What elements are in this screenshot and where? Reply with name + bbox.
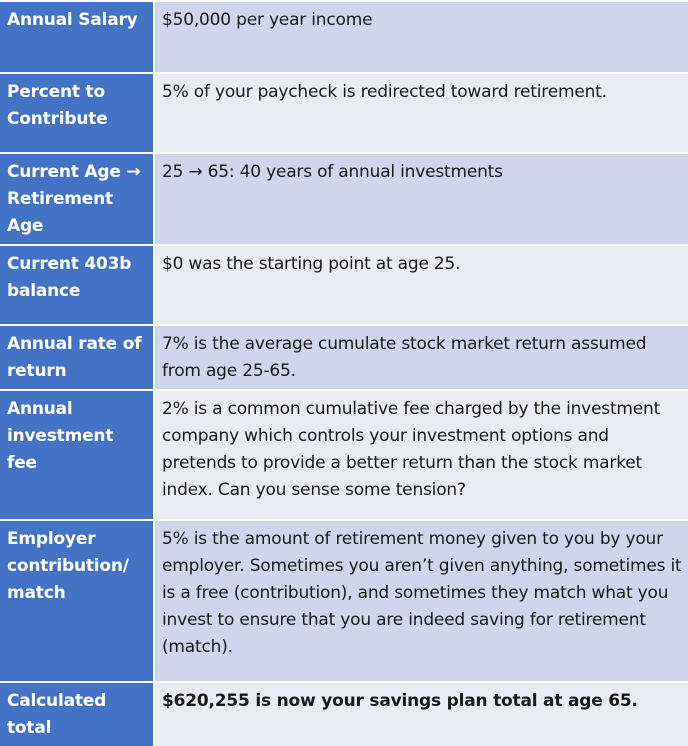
- rate-of-return-label: Annual rate of return: [7, 334, 142, 381]
- row-label: [0, 682, 154, 746]
- employer-match-value: 5% is the amount of retirement money given to you by your employer. Sometimes you aren’t given anything, sometimes it is a free (contribution), and sometimes they match what you invest to ensure that you are indeed saving for retirement (match).: [162, 529, 682, 657]
- current-balance-label: Current 403b balance: [7, 254, 132, 301]
- table-row: [0, 73, 688, 153]
- row-label: [0, 245, 154, 325]
- row-value: [154, 520, 688, 682]
- table-row: [0, 1, 688, 73]
- table-row: [0, 520, 688, 682]
- current-balance-value: $0 was the starting point at age 25.: [162, 254, 461, 274]
- table-row: [0, 325, 688, 390]
- calculated-total-value: $620,255 is now your savings plan total at age 65.: [162, 691, 638, 711]
- percent-contribute-value: 5% of your paycheck is redirected toward retirement.: [162, 82, 607, 102]
- row-value: [154, 73, 688, 153]
- table-row: [0, 390, 688, 520]
- annual-salary-label: Annual Salary: [7, 10, 138, 30]
- row-value: [154, 682, 688, 746]
- investment-fee-label: Annual investment fee: [7, 399, 114, 473]
- row-label: [0, 73, 154, 153]
- row-value: [154, 245, 688, 325]
- investment-fee-value: 2% is a common cumulative fee charged by the investment company which controls your investment options and pretends to provide a better return than the stock market index. Can you sense some tension?: [162, 399, 661, 500]
- rate-of-return-value: 7% is the average cumulate stock market return assumed from age 25-65.: [162, 334, 647, 381]
- row-label: [0, 1, 154, 73]
- annual-salary-value: $50,000 per year income: [162, 10, 373, 30]
- percent-contribute-label: Percent to Contribute: [7, 82, 108, 129]
- row-value: [154, 325, 688, 390]
- row-label: [0, 153, 154, 245]
- table-row: [0, 245, 688, 325]
- table-row: [0, 682, 688, 746]
- row-value: [154, 390, 688, 520]
- row-label: [0, 325, 154, 390]
- row-label: [0, 520, 154, 682]
- row-value: [154, 153, 688, 245]
- age-range-label: Current Age → Retirement Age: [7, 162, 141, 236]
- table-row: [0, 153, 688, 245]
- calculated-total-label: Calculated total: [7, 691, 107, 738]
- employer-match-label: Employer contribution/ match: [7, 529, 129, 603]
- row-label: [0, 390, 154, 520]
- row-value: [154, 1, 688, 73]
- age-range-value: 25 → 65: 40 years of annual investments: [162, 162, 503, 182]
